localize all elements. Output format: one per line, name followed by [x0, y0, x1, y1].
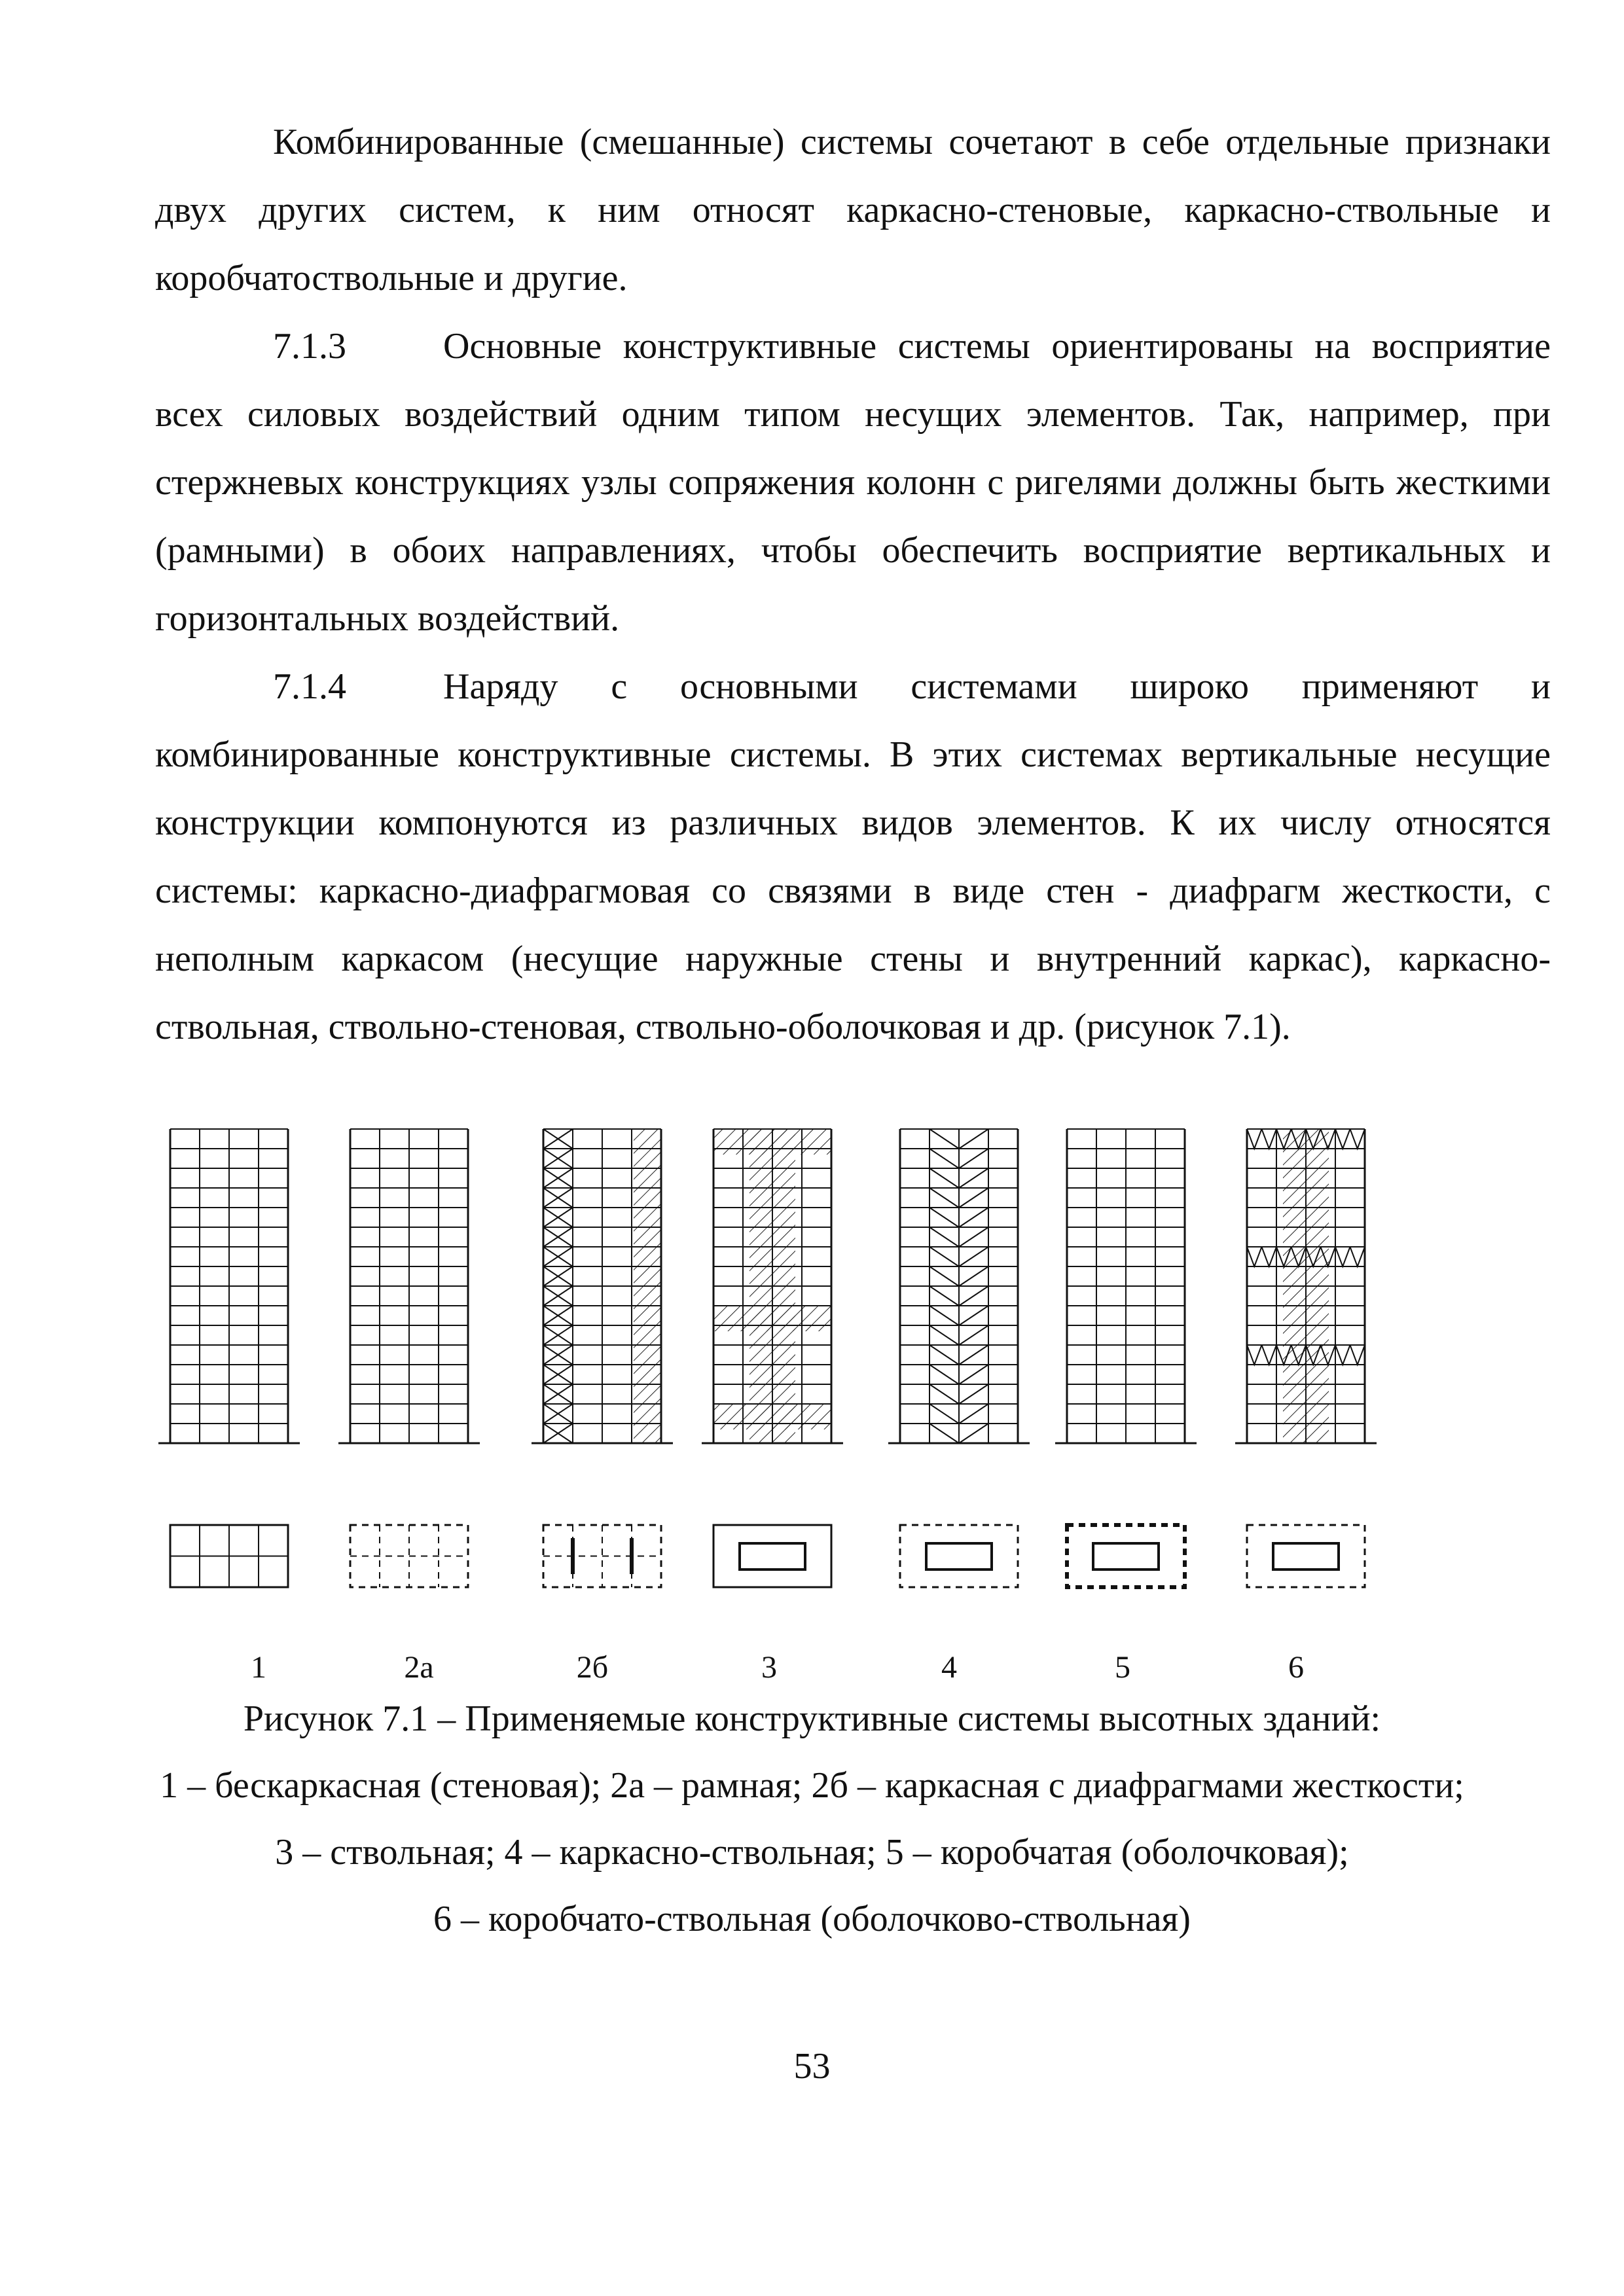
building-elevation: [532, 1129, 673, 1443]
figure-caption: [0, 1685, 1624, 1952]
figure-label: 2а: [404, 1650, 434, 1685]
elevations: [158, 1129, 1377, 1443]
figure-label: 1: [251, 1650, 266, 1685]
paragraph-1: Комбинированные (смешанные) системы сочетают в себе отдельные признаки двух других систем, к ним относят каркасно-стеновые, каркасно-ствольные и коробчатоствольные и другие.: [155, 122, 1551, 298]
section-number: 7.1.4: [273, 666, 346, 707]
figure-label: 3: [761, 1650, 777, 1685]
caption-line-3: 3 – ствольная; 4 – каркасно-ствольная; 5 – коробчатая (оболочковая);: [275, 1832, 1349, 1873]
figure-label: 6: [1288, 1650, 1304, 1685]
caption-line-1: Рисунок 7.1 – Применяемые конструктивные системы высотных зданий:: [243, 1698, 1381, 1739]
building-elevation: [702, 1129, 843, 1443]
figure-label: 2б: [576, 1650, 609, 1685]
floor-plan: [713, 1525, 831, 1587]
body-text: [155, 108, 1551, 1061]
building-elevation: [338, 1129, 480, 1443]
building-elevation: [158, 1129, 300, 1443]
figure-label: 4: [941, 1650, 957, 1685]
paragraph-2: 7.1.3 Основные конструктивные системы ориентированы на восприятие всех силовых воздействий одним типом несущих элементов. Так, например, при стержневых конструкциях узлы сопряжения колонн с ригелями должны быть жесткими (рамными) в обоих направлениях, чтобы обеспечить восприятие вертикальных и горизонтальных воздействий.: [155, 312, 1551, 653]
floor-plan: [1247, 1525, 1365, 1587]
figure-structural-systems: [0, 1113, 1624, 1636]
building-elevation: [888, 1129, 1030, 1443]
caption-line-4: 6 – коробчато-ствольная (оболочково-ствольная): [433, 1899, 1191, 1939]
building-elevation: [1055, 1129, 1197, 1443]
section-number: 7.1.3: [273, 326, 346, 367]
floor-plan: [1067, 1525, 1185, 1587]
floor-plan: [170, 1525, 288, 1587]
floor-plans: [170, 1525, 1365, 1587]
caption-line-2: 1 – бескаркасная (стеновая); 2а – рамная; 2б – каркасная с диафрагмами жесткости;: [160, 1765, 1464, 1806]
floor-plan: [543, 1525, 661, 1587]
floor-plan: [900, 1525, 1018, 1587]
floor-plan: [350, 1525, 468, 1587]
building-elevation: [1235, 1129, 1377, 1443]
figure-label: 5: [1115, 1650, 1130, 1685]
paragraph-3: 7.1.4 Наряду с основными системами широко применяют и комбинированные конструктивные системы. В этих системах вертикальные несущие конструкции компонуются из различных видов элементов. К их числу относятся системы: каркасно-диафрагмовая со связями в виде стен - диафрагм жесткости, с неполным каркасом (несущие наружные стены и внутренний каркас), каркасно-ствольная, ствольно-стеновая, ствольно-оболочковая и др. (рисунок 7.1).: [155, 653, 1551, 1061]
page-number: 53: [793, 2046, 831, 2087]
